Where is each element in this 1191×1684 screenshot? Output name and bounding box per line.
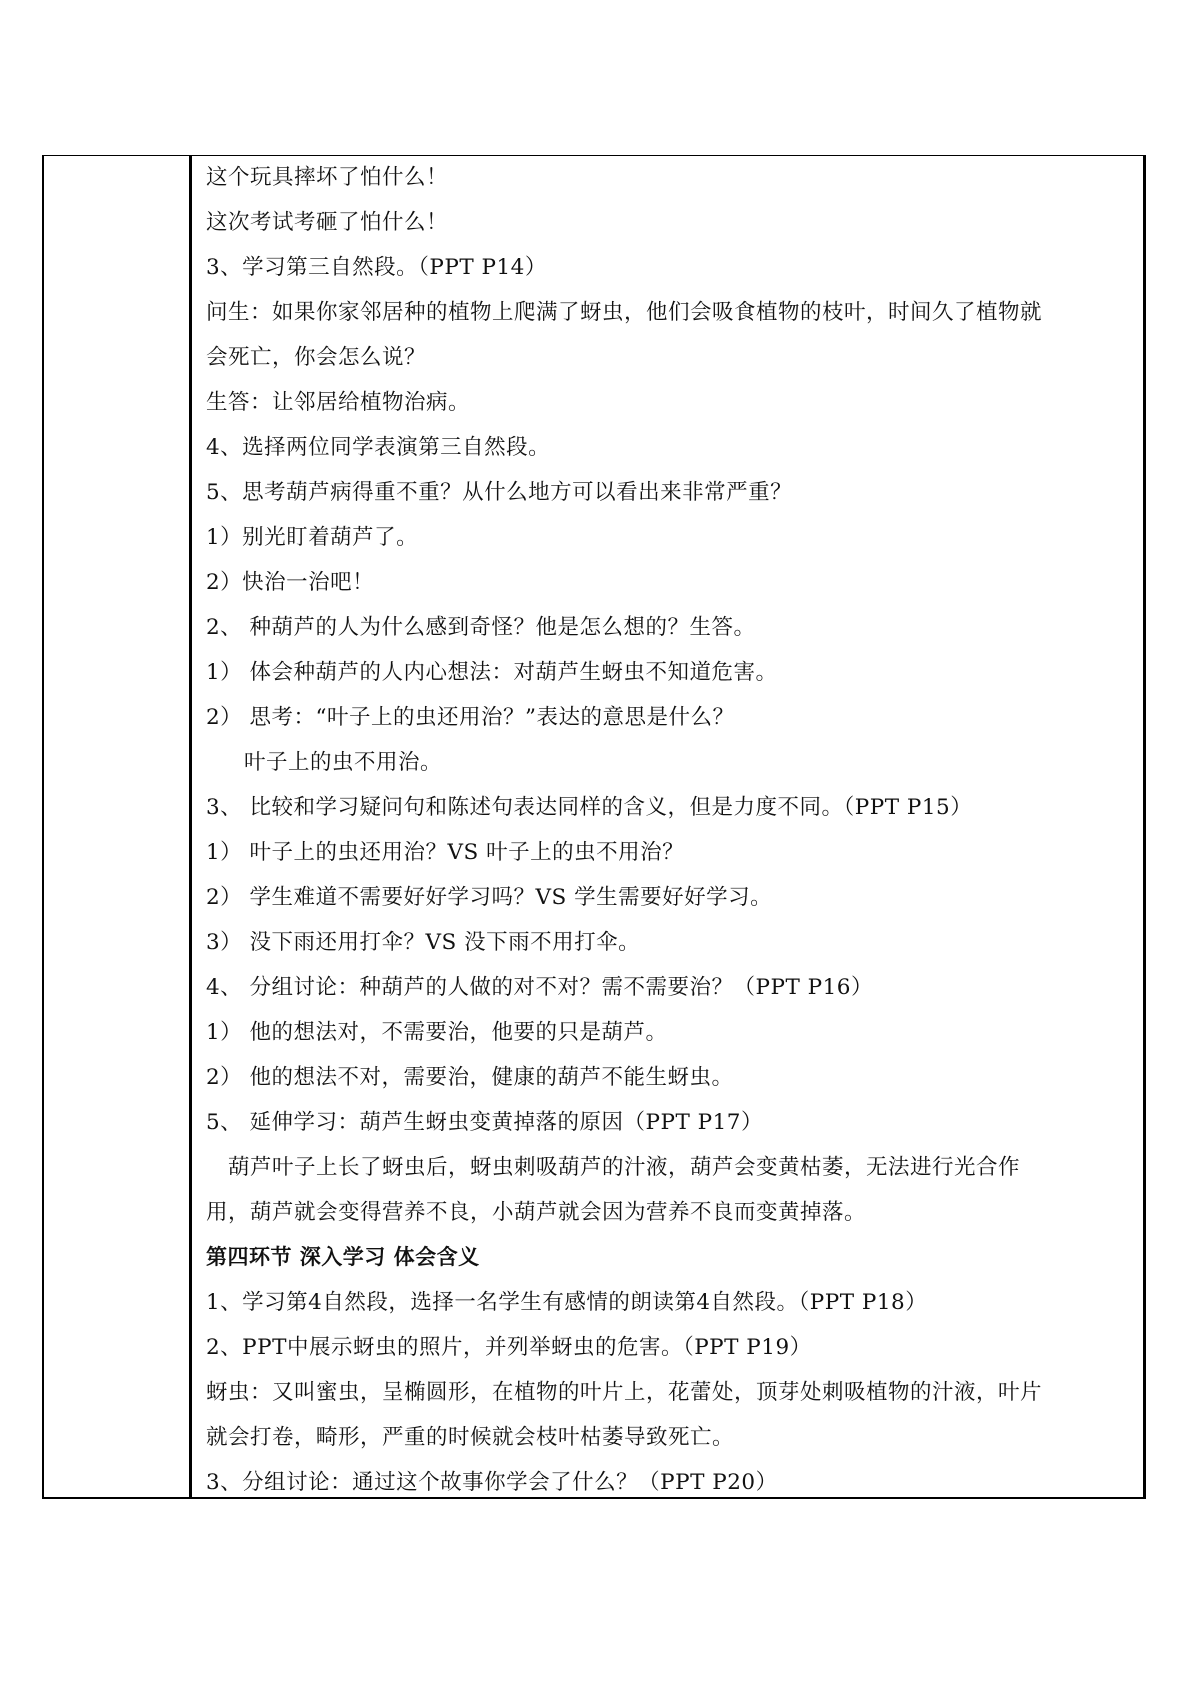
table-content-cell: [195, 156, 1143, 1497]
text-line: 叶子上的虫不用治。: [244, 750, 443, 775]
lesson-plan-table: [42, 155, 1146, 1499]
text-line: 用，葫芦就会变得营养不良，小葫芦就会因为营养不良而变黄掉落。: [206, 1200, 867, 1225]
text-line: 生答：让邻居给植物治病。: [206, 390, 471, 415]
text-line: 3、学习第三自然段。（PPT P14）: [206, 255, 547, 280]
text-line: 1） 体会种葫芦的人内心想法：对葫芦生蚜虫不知道危害。: [206, 660, 778, 685]
text-line: 1）别光盯着葫芦了。: [206, 525, 419, 550]
text-line: 这次考试考砸了怕什么！: [206, 210, 449, 235]
text-line: 2、 种葫芦的人为什么感到奇怪？他是怎么想的？生答。: [206, 615, 756, 640]
text-line: 2） 他的想法不对，需要治，健康的葫芦不能生蚜虫。: [206, 1065, 734, 1090]
text-line: 2） 学生难道不需要好好学习吗？VS 学生需要好好学习。: [206, 885, 773, 910]
text-line: 3、分组讨论：通过这个故事你学会了什么？（PPT P20）: [206, 1470, 778, 1495]
text-line: 1、学习第4自然段，选择一名学生有感情的朗读第4自然段。（PPT P18）: [206, 1290, 928, 1315]
text-line: 蚜虫：又叫蜜虫，呈椭圆形，在植物的叶片上，花蕾处，顶芽处刺吸植物的汁液，叶片: [206, 1380, 1043, 1405]
text-line: 2、PPT中展示蚜虫的照片，并列举蚜虫的危害。（PPT P19）: [206, 1335, 812, 1360]
text-line: 4、选择两位同学表演第三自然段。: [206, 435, 551, 460]
text-line: 问生：如果你家邻居种的植物上爬满了蚜虫，他们会吸食植物的枝叶，时间久了植物就: [206, 300, 1043, 325]
text-line: 这个玩具摔坏了怕什么！: [206, 165, 449, 190]
text-line: 1） 叶子上的虫还用治？VS 叶子上的虫不用治？: [206, 840, 685, 865]
table-left-cell: [44, 156, 192, 1497]
text-line: 5、 延伸学习：葫芦生蚜虫变黄掉落的原因（PPT P17）: [206, 1110, 763, 1135]
text-line: 会死亡，你会怎么说？: [206, 345, 427, 370]
text-line: 5、思考葫芦病得重不重？从什么地方可以看出来非常严重？: [206, 480, 793, 505]
text-line: 4、 分组讨论：种葫芦的人做的对不对？需不需要治？（PPT P16）: [206, 975, 873, 1000]
section-heading: 第四环节 深入学习 体会含义: [206, 1245, 480, 1269]
text-line: 3、 比较和学习疑问句和陈述句表达同样的含义，但是力度不同。（PPT P15）: [206, 795, 973, 820]
text-line: 就会打卷，畸形，严重的时候就会枝叶枯萎导致死亡。: [206, 1425, 735, 1450]
text-line: 2） 思考：“叶子上的虫还用治？”表达的意思是什么？: [206, 705, 735, 730]
text-line: 葫芦叶子上长了蚜虫后，蚜虫刺吸葫芦的汁液，葫芦会变黄枯萎，无法进行光合作: [228, 1155, 1021, 1180]
text-line: 2）快治一治吧！: [206, 570, 375, 595]
text-line: 3） 没下雨还用打伞？VS 没下雨不用打伞。: [206, 930, 641, 955]
text-line: 1） 他的想法对，不需要治，他要的只是葫芦。: [206, 1020, 668, 1045]
